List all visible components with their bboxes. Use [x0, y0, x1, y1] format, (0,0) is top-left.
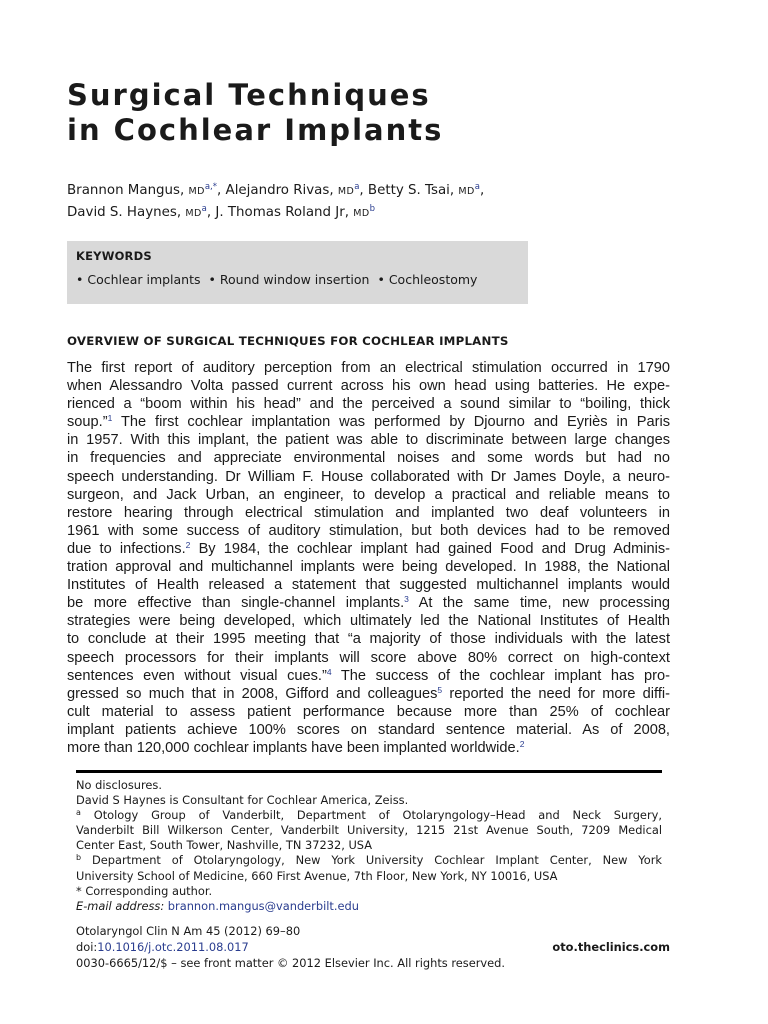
author-line-1	[67, 180, 707, 202]
corresponding-note: * Corresponding author.	[76, 883, 213, 898]
body-line: speech understanding. Dr William F. House collaborated with Dr James Doyle, a neuro-	[67, 468, 670, 485]
author-separator: ,	[359, 183, 368, 198]
author-degree: MD	[337, 186, 355, 197]
author-name: David S. Haynes,	[67, 205, 186, 220]
author-affiliation-mark[interactable]: a	[354, 182, 360, 192]
author-separator: ,	[479, 183, 485, 198]
email-line	[76, 899, 662, 914]
affiliation-a-line-3: Center East, South Tower, Nashville, TN 37232, USA	[76, 838, 373, 853]
email-link[interactable]: brannon.mangus@vanderbilt.edu	[167, 898, 359, 913]
body-line: strategies were being developed, which ultimately led the National Institutes of Health	[67, 613, 670, 630]
affiliation-b-line-1: Department of Otolaryngology, New York University Cochlear Implant Center, New York	[81, 853, 662, 868]
body-line: The first report of auditory perception from an electrical stimulation occurred in 1790	[67, 360, 670, 376]
affiliation-a-line-2: Vanderbilt Bill Wilkerson Center, Vanderbilt University, 1215 21st Avenue South, 7209 Medical	[76, 823, 662, 838]
author-name: Brannon Mangus,	[67, 183, 189, 198]
keywords-heading: KEYWORDS	[76, 249, 152, 263]
body-line: rienced a “boom within his head” and the perceived a sound similar to “boiling, thick	[67, 396, 670, 413]
body-line: tration approval and multichannel implants were being developed. In 1988, the National	[67, 559, 670, 576]
consultant-note: David S Haynes is Consultant for Cochlear America, Zeiss.	[76, 793, 409, 808]
reference-link[interactable]: 5	[437, 684, 443, 695]
reference-link[interactable]: 1	[107, 413, 113, 424]
reference-link[interactable]: 2	[519, 738, 525, 749]
body-line: Institutes of Health released a statement that suggested multichannel implants would	[67, 577, 670, 594]
author-affiliation-mark[interactable]: a	[201, 204, 207, 214]
reference-link[interactable]: 2	[185, 539, 191, 550]
author-name: Betty S. Tsai,	[367, 183, 459, 198]
doi-prefix: doi:	[76, 940, 98, 954]
body-line: 1961 with some success of auditory stimulation, but both devices had to be removed	[67, 522, 670, 539]
affiliation-a-line-1: Otology Group of Vanderbilt, Department of Otolaryngology–Head and Neck Surgery,	[80, 808, 662, 823]
footnotes	[76, 778, 662, 914]
body-line: restore hearing through electrical stimulation and implanted two deaf volunteers in	[67, 504, 670, 521]
body-line: implant patients achieve 100% scores on standard sentence material. As of 2008,	[67, 721, 670, 738]
email-label: E-mail address:	[76, 898, 165, 913]
body-line: soup.”$^1$ The first cochlear implantation was performed by Djourno and Eyriès in Paris	[67, 413, 670, 431]
affiliation-b	[76, 853, 662, 868]
journal-row	[76, 923, 670, 939]
author-name: Alejandro Rivas,	[225, 183, 338, 198]
journal-citation: Otolaryngol Clin N Am 45 (2012) 69–80	[76, 924, 301, 938]
body-line: gressed so much that in 2008, Gifford and colleagues$^5$ reported the need for more diffi-	[67, 684, 670, 702]
body-paragraph	[67, 359, 670, 757]
reference-link[interactable]: 4	[326, 666, 332, 677]
disclosures-note: No disclosures.	[76, 778, 162, 792]
affiliation-a	[76, 808, 662, 823]
author-separator: ,	[206, 205, 216, 220]
reference-link[interactable]: 3	[404, 594, 409, 605]
body-line: when Alessandro Volta passed current across his own head using batteries. He expe-	[67, 378, 670, 395]
title-line-2: in Cochlear Implants	[67, 113, 444, 147]
affiliation-a-mark: a	[76, 808, 81, 818]
body-line: more than 120,000 cochlear implants have been implanted worldwide.$^2$	[67, 738, 525, 756]
affiliation-b-mark: b	[76, 853, 82, 863]
body-line: in frequencies and appreciate environmental noises and some words but had no	[67, 450, 670, 467]
keyword-item: • Cochleostomy	[377, 272, 477, 287]
body-line: be more effective than single-channel implants.$^3$ At the same time, new processing	[67, 594, 670, 612]
author-degree: MD	[458, 186, 475, 197]
doi-link[interactable]: 10.1016/j.otc.2011.08.017	[97, 940, 249, 954]
keyword-item: • Cochlear implants	[76, 272, 201, 287]
keywords-box	[67, 241, 528, 304]
journal-site[interactable]: oto.theclinics.com	[552, 940, 670, 954]
author-affiliation-mark[interactable]: b	[369, 204, 375, 214]
footnote-divider	[76, 770, 662, 773]
affiliation-b-line-2: University School of Medicine, 660 First Avenue, 7th Floor, New York, NY 10016, USA	[76, 868, 558, 883]
copyright-row	[76, 955, 670, 971]
keyword-item: • Round window insertion	[209, 272, 370, 287]
title-line-1: Surgical Techniques	[67, 78, 431, 112]
keywords-list	[76, 272, 519, 287]
doi-row	[76, 939, 670, 955]
body-line: to conclude at their 1995 meeting that “a majority of those individuals with the latest	[67, 631, 670, 648]
article-footer	[76, 923, 670, 971]
body-line: due to infections.$^2$ By 1984, the cochlear implant had gained Food and Drug Adminis-	[67, 539, 670, 557]
author-affiliation-mark[interactable]: a,*	[204, 182, 218, 192]
body-line: cult material to assess patient performance because more than 25% of cochlear	[67, 703, 670, 720]
body-line: in 1957. With this implant, the patient was able to discriminate between large changes	[67, 432, 670, 449]
section-heading: OVERVIEW OF SURGICAL TECHNIQUES FOR COCHLEAR IMPLANTS	[67, 334, 509, 348]
body-line: sentences even without visual cues.”$^4$ The success of the cochlear implant has pro-	[67, 666, 671, 684]
author-degree: MD	[185, 208, 202, 219]
author-line-2	[67, 202, 707, 224]
body-line: speech processors for their implants will score above 80% correct on high-context	[67, 649, 670, 666]
author-list	[67, 180, 707, 224]
body-line: surgeon, and Jack Urban, an engineer, to develop a practical and reliable means to	[67, 486, 670, 503]
author-affiliation-mark[interactable]: a	[474, 182, 480, 192]
article-title	[67, 78, 707, 148]
doi-line	[76, 939, 249, 955]
author-degree: MD	[353, 208, 370, 219]
author-degree: MD	[188, 186, 205, 197]
copyright-notice: 0030-6665/12/$ – see front matter © 2012 Elsevier Inc. All rights reserved.	[76, 956, 506, 970]
author-separator: ,	[217, 183, 226, 198]
author-name: J. Thomas Roland Jr,	[215, 205, 354, 220]
